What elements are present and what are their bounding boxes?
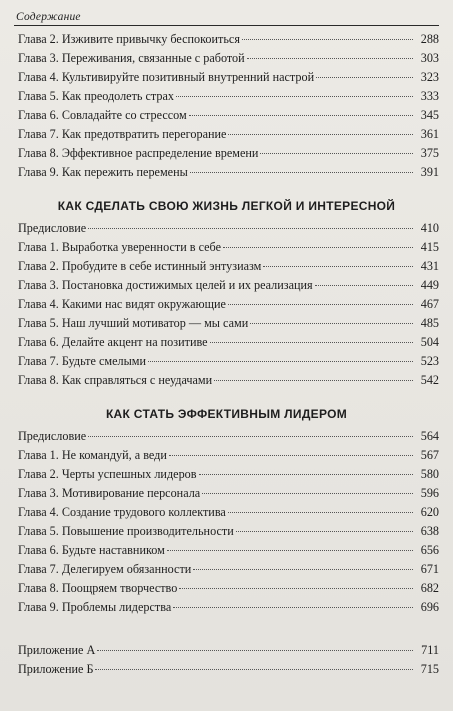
toc-entry bbox=[14, 30, 439, 49]
toc-entry bbox=[14, 106, 439, 125]
dot-leader bbox=[228, 134, 413, 135]
dot-leader bbox=[210, 342, 413, 343]
toc-entry bbox=[14, 641, 439, 660]
dot-leader bbox=[315, 285, 413, 286]
toc-entry bbox=[14, 465, 439, 484]
toc-entry-title: Глава 4. Какими нас видят окружающие bbox=[18, 297, 226, 311]
toc-entry bbox=[14, 163, 439, 182]
dot-leader bbox=[173, 607, 413, 608]
dot-leader bbox=[193, 569, 413, 570]
toc-entry-title: Глава 7. Будьте смелыми bbox=[18, 354, 146, 368]
toc-entry bbox=[14, 446, 439, 465]
toc-entry-title: Глава 5. Наш лучший мотиватор — мы сами bbox=[18, 316, 249, 330]
toc-entry-title: Глава 3. Мотивирование персонала bbox=[18, 486, 201, 500]
toc-entry-page-number: 638 bbox=[420, 524, 439, 538]
toc-entry-page-number: 671 bbox=[420, 562, 439, 576]
toc-entry bbox=[14, 87, 439, 106]
toc-entry-title: Предисловие bbox=[18, 221, 87, 235]
dot-leader bbox=[263, 266, 413, 267]
toc-entry bbox=[14, 522, 439, 541]
toc-entry-title: Глава 5. Повышение производительности bbox=[18, 524, 234, 538]
toc-entry-title: Глава 1. Не командуй, а веди bbox=[18, 448, 167, 462]
toc-entry bbox=[14, 427, 439, 446]
toc-entry-page-number: 303 bbox=[420, 51, 439, 65]
toc-entry bbox=[14, 219, 439, 238]
toc-entry-page-number: 523 bbox=[420, 354, 439, 368]
dot-leader bbox=[199, 474, 413, 475]
toc-list-section-0 bbox=[14, 30, 439, 182]
toc-entry bbox=[14, 503, 439, 522]
toc-entry-page-number: 715 bbox=[420, 662, 439, 676]
dot-leader bbox=[176, 96, 413, 97]
dot-leader bbox=[228, 512, 413, 513]
toc-entry-title: Глава 3. Переживания, связанные с работой bbox=[18, 51, 245, 65]
dot-leader bbox=[189, 115, 413, 116]
toc-entry-title: Приложение Б bbox=[18, 662, 94, 676]
toc-entry bbox=[14, 144, 439, 163]
toc-entry-title: Глава 6. Совладайте со стрессом bbox=[18, 108, 187, 122]
toc-entry-page-number: 449 bbox=[420, 278, 439, 292]
toc-entry-title: Предисловие bbox=[18, 429, 87, 443]
dot-leader bbox=[228, 304, 413, 305]
toc-entry-title: Глава 9. Проблемы лидерства bbox=[18, 600, 172, 614]
toc-entry-title: Глава 2. Черты успешных лидеров bbox=[18, 467, 197, 481]
toc-entry bbox=[14, 68, 439, 87]
toc-entry-page-number: 504 bbox=[420, 335, 439, 349]
toc-entry bbox=[14, 541, 439, 560]
toc-entry-page-number: 682 bbox=[420, 581, 439, 595]
toc-entry-title: Глава 2. Изживите привычку беспокоиться bbox=[18, 32, 240, 46]
dot-leader bbox=[214, 380, 413, 381]
toc-entry bbox=[14, 49, 439, 68]
toc-entry bbox=[14, 484, 439, 503]
toc-entry-page-number: 567 bbox=[420, 448, 439, 462]
toc-entry-title: Глава 6. Делайте акцент на позитиве bbox=[18, 335, 208, 349]
toc-entry-page-number: 323 bbox=[420, 70, 439, 84]
toc-entry-page-number: 656 bbox=[420, 543, 439, 557]
toc-entry-page-number: 431 bbox=[420, 259, 439, 273]
toc-entry-page-number: 415 bbox=[420, 240, 439, 254]
toc-entry-page-number: 485 bbox=[420, 316, 439, 330]
toc-entry-title: Глава 8. Как справляться с неудачами bbox=[18, 373, 213, 387]
toc-entry-page-number: 580 bbox=[420, 467, 439, 481]
toc-entry bbox=[14, 579, 439, 598]
section-title-leader: КАК СТАТЬ ЭФФЕКТИВНЫМ ЛИДЕРОМ bbox=[105, 407, 348, 421]
toc-entry bbox=[14, 238, 439, 257]
toc-entry-page-number: 542 bbox=[420, 373, 439, 387]
dot-leader bbox=[167, 550, 413, 551]
toc-list-section-1 bbox=[14, 219, 439, 390]
dot-leader bbox=[88, 436, 413, 437]
toc-entry-page-number: 333 bbox=[420, 89, 439, 103]
dot-leader bbox=[247, 58, 413, 59]
toc-entry bbox=[14, 352, 439, 371]
toc-entry-title: Глава 2. Пробудите в себе истинный энтузиазм bbox=[18, 259, 262, 273]
dot-leader bbox=[202, 493, 413, 494]
toc-entry bbox=[14, 314, 439, 333]
section-title-easy-life: КАК СДЕЛАТЬ СВОЮ ЖИЗНЬ ЛЕГКОЙ И ИНТЕРЕСНОЙ bbox=[57, 199, 396, 213]
toc-entry bbox=[14, 371, 439, 390]
dot-leader bbox=[250, 323, 413, 324]
toc-entry-page-number: 711 bbox=[421, 643, 439, 657]
toc-entry bbox=[14, 560, 439, 579]
toc-entry-title: Глава 7. Делегируем обязанности bbox=[18, 562, 192, 576]
toc-list-appendix bbox=[14, 641, 439, 679]
toc-entry-page-number: 696 bbox=[420, 600, 439, 614]
toc-entry-title: Глава 8. Поощряем творчество bbox=[18, 581, 178, 595]
toc-entry-page-number: 375 bbox=[420, 146, 439, 160]
dot-leader bbox=[95, 669, 413, 670]
toc-entry-title: Глава 4. Культивируйте позитивный внутренний настрой bbox=[18, 70, 315, 84]
toc-entry-title: Глава 1. Выработка уверенности в себе bbox=[18, 240, 221, 254]
header-rule bbox=[14, 25, 439, 26]
toc-entry-page-number: 596 bbox=[420, 486, 439, 500]
toc-entry-title: Глава 8. Эффективное распределение времени bbox=[18, 146, 259, 160]
dot-leader bbox=[190, 172, 413, 173]
running-head: Содержание bbox=[16, 11, 81, 23]
toc-entry-title: Глава 5. Как преодолеть страх bbox=[18, 89, 175, 103]
toc-entry-title: Глава 3. Постановка достижимых целей и их реализация bbox=[18, 278, 313, 292]
dot-leader bbox=[236, 531, 413, 532]
toc-entry bbox=[14, 257, 439, 276]
toc-entry bbox=[14, 125, 439, 144]
toc-entry bbox=[14, 333, 439, 352]
toc-entry-page-number: 288 bbox=[420, 32, 439, 46]
dot-leader bbox=[242, 39, 413, 40]
toc-entry bbox=[14, 276, 439, 295]
toc-entry-page-number: 467 bbox=[420, 297, 439, 311]
toc-entry-title: Глава 4. Создание трудового коллектива bbox=[18, 505, 226, 519]
dot-leader bbox=[260, 153, 413, 154]
dot-leader bbox=[148, 361, 413, 362]
dot-leader bbox=[179, 588, 413, 589]
dot-leader bbox=[169, 455, 413, 456]
dot-leader bbox=[88, 228, 413, 229]
dot-leader bbox=[316, 77, 413, 78]
toc-entry-title: Глава 9. Как пережить перемены bbox=[18, 165, 188, 179]
toc-entry bbox=[14, 598, 439, 617]
toc-list-section-2 bbox=[14, 427, 439, 617]
toc-entry-page-number: 391 bbox=[420, 165, 439, 179]
toc-entry-page-number: 564 bbox=[420, 429, 439, 443]
dot-leader bbox=[97, 650, 413, 651]
toc-entry-page-number: 345 bbox=[420, 108, 439, 122]
toc-entry bbox=[14, 660, 439, 679]
toc-entry bbox=[14, 295, 439, 314]
dot-leader bbox=[223, 247, 413, 248]
toc-entry-title: Приложение А bbox=[18, 643, 96, 657]
toc-entry-title: Глава 6. Будьте наставником bbox=[18, 543, 165, 557]
toc-entry-page-number: 361 bbox=[420, 127, 439, 141]
toc-entry-page-number: 620 bbox=[420, 505, 439, 519]
toc-entry-title: Глава 7. Как предотвратить перегорание bbox=[18, 127, 227, 141]
toc-entry-page-number: 410 bbox=[420, 221, 439, 235]
